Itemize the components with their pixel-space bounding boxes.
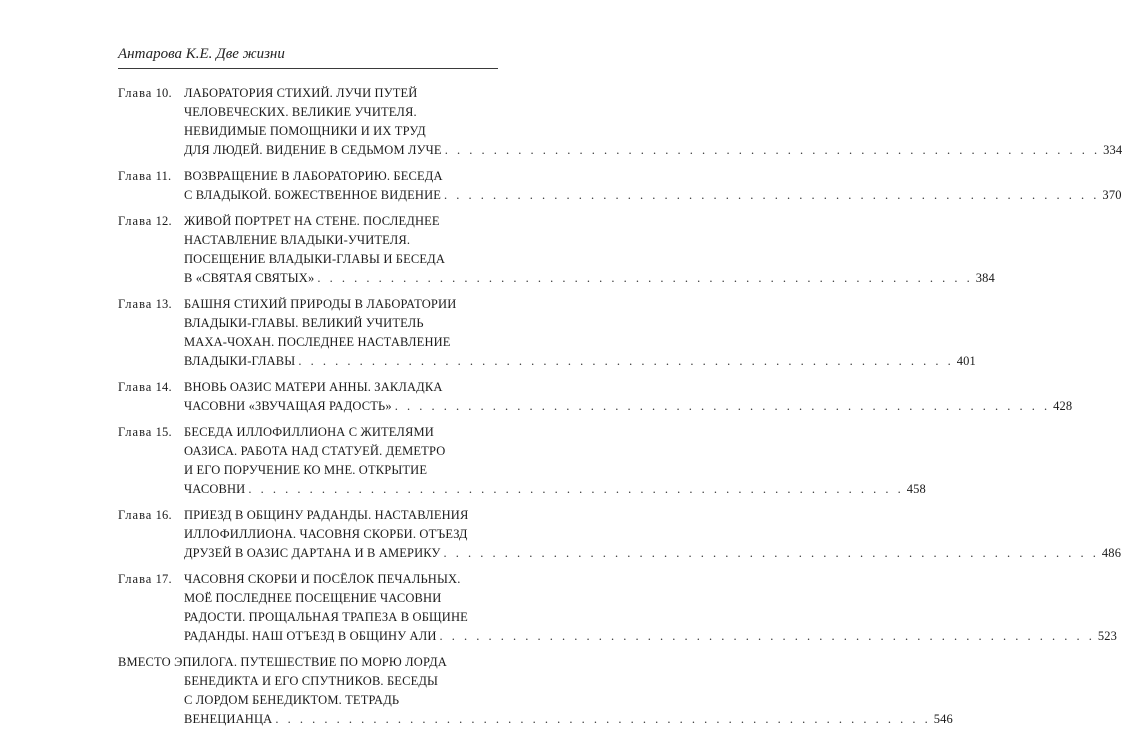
header-rule bbox=[118, 68, 498, 69]
page-number: 546 bbox=[933, 712, 953, 726]
dot-leader: . . . . . . . . . . . . . . . . . . . . . . . . . . . . . . . . . . . . . . . . . . . . . . . . . . . . . . bbox=[444, 143, 1101, 157]
chapter-number: 15. bbox=[155, 425, 172, 439]
entry-line: ЧАСОВНЯ СКОРБИ И ПОСЁЛОК ПЕЧАЛЬНЫХ. bbox=[184, 572, 461, 586]
entry-line: ПРИЕЗД В ОБЩИНУ РАДАНДЫ. НАСТАВЛЕНИЯ bbox=[184, 508, 469, 522]
dot-leader: . . . . . . . . . . . . . . . . . . . . . . . . . . . . . . . . . . . . . . . . . . . . . . . . . . . . . . bbox=[275, 712, 931, 726]
chapter-number: 17. bbox=[155, 572, 172, 586]
entry-line: ЧАСОВНИ bbox=[184, 482, 246, 496]
entry-line: В «СВЯТАЯ СВЯТЫХ» bbox=[184, 271, 315, 285]
chapter-word: Глава bbox=[118, 214, 153, 228]
entry-line: ВОЗВРАЩЕНИЕ В ЛАБОРАТОРИЮ. БЕСЕДА bbox=[184, 169, 443, 183]
entry-line: И ЕГО ПОРУЧЕНИЕ КО МНЕ. ОТКРЫТИЕ bbox=[184, 463, 428, 477]
page-number: 384 bbox=[975, 271, 995, 285]
entry-line: ВЛАДЫКИ-ГЛАВЫ. ВЕЛИКИЙ УЧИТЕЛЬ bbox=[184, 316, 424, 330]
entry-line: ИЛЛОФИЛЛИОНА. ЧАСОВНЯ СКОРБИ. ОТЪЕЗД bbox=[184, 527, 468, 541]
page-number: 486 bbox=[1101, 546, 1122, 560]
entry-line: ВЕНЕЦИАНЦА bbox=[184, 712, 273, 726]
toc-entry bbox=[118, 167, 1122, 205]
entry-line: ДЛЯ ЛЮДЕЙ. ВИДЕНИЕ В СЕДЬМОМ ЛУЧЕ bbox=[184, 143, 442, 157]
page-number: 523 bbox=[1097, 629, 1118, 643]
chapter-word: Глава bbox=[118, 425, 153, 439]
page-number: 458 bbox=[906, 482, 926, 496]
entry-line: РАДАНДЫ. НАШ ОТЪЕЗД В ОБЩИНУ АЛИ bbox=[184, 629, 437, 643]
entry-line: ЛАБОРАТОРИЯ СТИХИЙ. ЛУЧИ ПУТЕЙ bbox=[184, 86, 418, 100]
dot-leader: . . . . . . . . . . . . . . . . . . . . . . . . . . . . . . . . . . . . . . . . . . . . . . . . . . . . . . bbox=[394, 399, 1051, 413]
page-number: 370 bbox=[1102, 188, 1122, 202]
chapter-number: 11. bbox=[155, 169, 172, 183]
dot-leader: . . . . . . . . . . . . . . . . . . . . . . . . . . . . . . . . . . . . . . . . . . . . . . . . . . . . . . bbox=[248, 482, 904, 496]
entry-line: ВНОВЬ ОАЗИС МАТЕРИ АННЫ. ЗАКЛАДКА bbox=[184, 380, 443, 394]
chapter-number: 10. bbox=[155, 86, 172, 100]
entry-line: БАШНЯ СТИХИЙ ПРИРОДЫ В ЛАБОРАТОРИИ bbox=[184, 297, 457, 311]
chapter-word: Глава bbox=[118, 86, 153, 100]
toc-entry bbox=[118, 84, 1122, 160]
chapter-number: 12. bbox=[155, 214, 172, 228]
entry-line: МАХА-ЧОХАН. ПОСЛЕДНЕЕ НАСТАВЛЕНИЕ bbox=[184, 335, 451, 349]
toc-entry bbox=[118, 378, 1073, 416]
dot-leader: . . . . . . . . . . . . . . . . . . . . . . . . . . . . . . . . . . . . . . . . . . . . . . . . . . . . . . bbox=[444, 188, 1100, 202]
entry-line: НЕВИДИМЫЕ ПОМОЩНИКИ И ИХ ТРУД bbox=[184, 124, 426, 138]
dot-leader: . . . . . . . . . . . . . . . . . . . . . . . . . . . . . . . . . . . . . . . . . . . . . . . . . . . . . . bbox=[298, 354, 954, 368]
table-of-contents bbox=[118, 84, 1122, 729]
dot-leader: . . . . . . . . . . . . . . . . . . . . . . . . . . . . . . . . . . . . . . . . . . . . . . . . . . . . . . bbox=[439, 629, 1095, 643]
toc-entry bbox=[118, 423, 926, 499]
page-number: 401 bbox=[956, 354, 976, 368]
chapter-word: Глава bbox=[118, 297, 153, 311]
page-number: 334 bbox=[1103, 143, 1122, 157]
chapter-word: Глава bbox=[118, 508, 153, 522]
running-header: Антарова К.Е. Две жизни bbox=[118, 46, 285, 62]
chapter-number: 14. bbox=[155, 380, 172, 394]
dot-leader: . . . . . . . . . . . . . . . . . . . . . . . . . . . . . . . . . . . . . . . . . . . . . . . . . . . . . . bbox=[317, 271, 973, 285]
toc-entry bbox=[118, 570, 1118, 646]
entry-line: ДРУЗЕЙ В ОАЗИС ДАРТАНА И В АМЕРИКУ bbox=[184, 546, 441, 560]
entry-line: ОАЗИСА. РАБОТА НАД СТАТУЕЙ. ДЕМЕТРО bbox=[184, 444, 446, 458]
entry-line: ЧЕЛОВЕЧЕСКИХ. ВЕЛИКИЕ УЧИТЕЛЯ. bbox=[184, 105, 417, 119]
page-number: 428 bbox=[1053, 399, 1073, 413]
entry-line: С ВЛАДЫКОЙ. БОЖЕСТВЕННОЕ ВИДЕНИЕ bbox=[184, 188, 442, 202]
toc-entry bbox=[118, 212, 995, 288]
entry-line: ВМЕСТО ЭПИЛОГА. ПУТЕШЕСТВИЕ ПО МОРЮ ЛОРДА bbox=[118, 655, 447, 669]
toc-entry bbox=[118, 295, 976, 371]
entry-line: НАСТАВЛЕНИЕ ВЛАДЫКИ-УЧИТЕЛЯ. bbox=[184, 233, 411, 247]
entry-line: МОЁ ПОСЛЕДНЕЕ ПОСЕЩЕНИЕ ЧАСОВНИ bbox=[184, 591, 442, 605]
chapter-word: Глава bbox=[118, 380, 153, 394]
chapter-number: 16. bbox=[155, 508, 172, 522]
dot-leader: . . . . . . . . . . . . . . . . . . . . . . . . . . . . . . . . . . . . . . . . . . . . . . . . . . . . . . bbox=[443, 546, 1099, 560]
entry-line: ЖИВОЙ ПОРТРЕТ НА СТЕНЕ. ПОСЛЕДНЕЕ bbox=[184, 214, 440, 228]
chapter-word: Глава bbox=[118, 572, 153, 586]
entry-line: БЕНЕДИКТА И ЕГО СПУТНИКОВ. БЕСЕДЫ bbox=[184, 674, 439, 688]
entry-line: ПОСЕЩЕНИЕ ВЛАДЫКИ-ГЛАВЫ И БЕСЕДА bbox=[184, 252, 446, 266]
chapter-number: 13. bbox=[155, 297, 172, 311]
entry-line: РАДОСТИ. ПРОЩАЛЬНАЯ ТРАПЕЗА В ОБЩИНЕ bbox=[184, 610, 468, 624]
toc-entry bbox=[118, 506, 1122, 563]
entry-line: С ЛОРДОМ БЕНЕДИКТОМ. ТЕТРАДЬ bbox=[184, 693, 400, 707]
chapter-word: Глава bbox=[118, 169, 153, 183]
entry-line: БЕСЕДА ИЛЛОФИЛЛИОНА С ЖИТЕЛЯМИ bbox=[184, 425, 434, 439]
entry-line: ВЛАДЫКИ-ГЛАВЫ bbox=[184, 354, 296, 368]
toc-entry-epilogue bbox=[118, 653, 953, 729]
entry-line: ЧАСОВНИ «ЗВУЧАЩАЯ РАДОСТЬ» bbox=[184, 399, 392, 413]
